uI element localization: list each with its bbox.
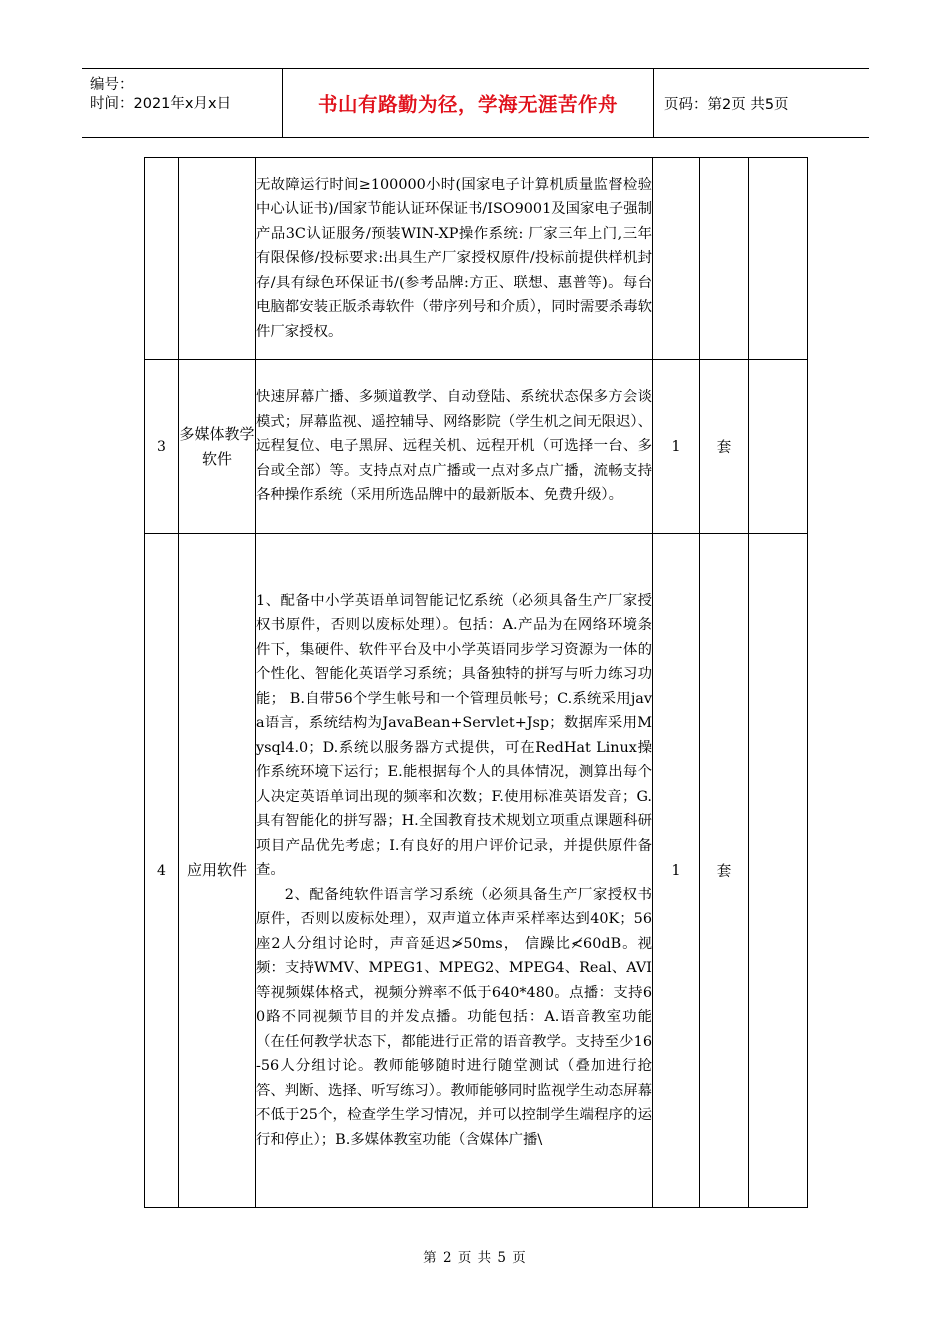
page-header: [82, 68, 869, 138]
item-specification: [256, 158, 653, 360]
item-quantity: [653, 158, 700, 360]
item-name: 多媒体教学软件: [179, 360, 256, 534]
table-row: [145, 534, 808, 1208]
item-remark: [749, 158, 808, 360]
item-unit: 套: [700, 534, 749, 1208]
spec-paragraph: 1、配备中小学英语单词智能记忆系统（必须具备生产厂家授权书原件，否则以废标处理）。包括：A.产品为在网络环境条件下，集硬件、软件平台及中小学英语同步学习资源为一体的个性化、智能化英语学习系统；具备独特的拼写与听力练习功能； B.自带56个学生帐号和一个管理员帐号；C.系统采用java语言，系统结构为JavaBean+Servlet+Jsp；数据库采用Mysql4.0；D.系统以服务器方式提供，可在RedHat Linux操作系统环境下运行；E.能根据每个人的具体情况，测算出每个人决定英语单词出现的频率和次数；F.使用标准英语发音；G.具有智能化的拼写器；H.全国教育技术规划立项重点课题科研项目产品优先考虑；I.有良好的用户评价记录，并提供原件备查。: [256, 592, 652, 879]
spec-paragraph: 2、配备纯软件语言学习系统（必须具备生产厂家授权书原件，否则以废标处理），双声道立体声采样率达到40K；56座2人分组讨论时，声音延迟≯50ms， 信躁比≮60dB。视频：支持WMV、MPEG1、MPEG2、MPEG4、Real、AVI等视频媒体格式，视频分辨率不低于640*480。点播：支持60路不同视频节目的并发点播。功能包括：A.语音教室功能（在任何教学状态下，都能进行正常的语音教学。支持至少16-56人分组讨论。教师能够随时进行随堂测试（叠加进行抢答、判断、选择、听写练习）。教师能够同时监视学生动态屏幕不低于25个，检查学生学习情况，并可以控制学生端程序的运行和停止）；B.多媒体教室功能（含媒体广播\: [256, 886, 652, 1148]
header-page-number: 页码：第2页 共5页: [664, 96, 789, 113]
item-unit: 套: [700, 360, 749, 534]
page-footer: 第 2 页 共 5 页: [423, 1250, 527, 1266]
header-motto: 书山有路勤为径，学海无涯苦作舟: [317, 93, 618, 116]
item-name: 应用软件: [179, 534, 256, 1208]
item-remark: [749, 534, 808, 1208]
spec-paragraph: 无故障运行时间≥100000小时(国家电子计算机质量监督检验中心认证书)/国家节能认证环保证书/ISO9001及国家电子强制产品3C认证服务/预装WIN-XP操作系统: 厂家三年上门,三年有限保修/投标要求:出具生产厂家授权原件/投标前提供样机封存/具有绿色环保证书/(参考品牌:方正、联想、惠普等)。每台电脑都安装正版杀毒软件（带序列号和介质），同时需要杀毒软件厂家授权。: [256, 176, 652, 340]
item-specification: [256, 534, 653, 1208]
row-number: [145, 158, 179, 360]
table-row: [145, 360, 808, 534]
item-specification: [256, 360, 653, 534]
header-motto-cell: [283, 69, 654, 137]
item-quantity: 1: [653, 360, 700, 534]
document-time-label: 时间：2021年x月x日: [90, 96, 232, 112]
row-number: 3: [145, 360, 179, 534]
item-remark: [749, 360, 808, 534]
spec-paragraph: 快速屏幕广播、多频道教学、自动登陆、系统状态保多方会谈模式；屏幕监视、遥控辅导、网络影院（学生机之间无限迟）、远程复位、电子黑屏、远程关机、远程开机（可选择一台、多台或全部）等。支持点对点广播或一点对多点广播，流畅支持各种操作系统（采用所选品牌中的最新版本、免费升级）。: [256, 389, 652, 504]
item-quantity: 1: [653, 534, 700, 1208]
item-unit: [700, 158, 749, 360]
item-name: [179, 158, 256, 360]
header-page-cell: [654, 69, 869, 137]
document-number-label: 编号：: [90, 77, 134, 93]
header-meta: [82, 69, 283, 137]
requirements-table: [144, 157, 808, 1208]
table-row: [145, 158, 808, 360]
row-number: 4: [145, 534, 179, 1208]
